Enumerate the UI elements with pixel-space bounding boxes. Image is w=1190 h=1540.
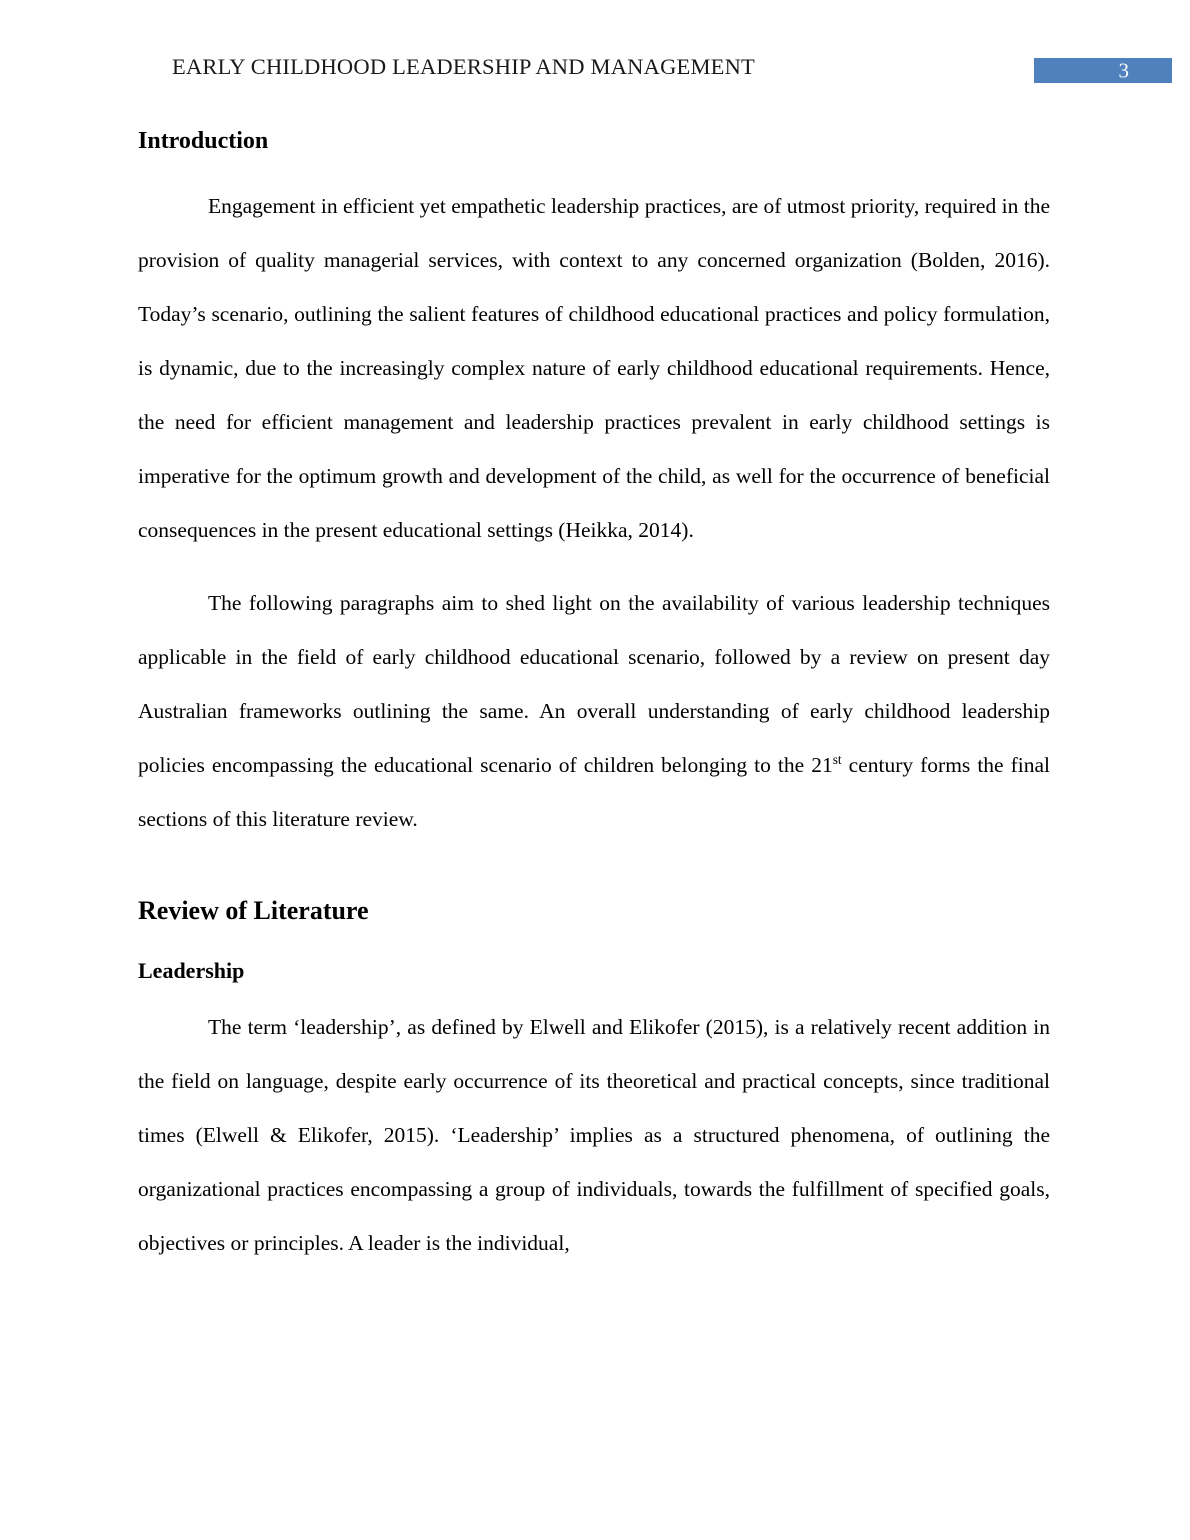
heading-review-of-literature: Review of Literature [138, 896, 369, 925]
ordinal-superscript: st [832, 751, 842, 767]
paragraph-2-text-lead: The following paragraphs aim to shed light on the availability of various leadership techniques applicable in the field of early childhood educational scenario, followed by a review on present day Australian frameworks outlining the same. An overall understanding of early childhood leadership policies encompassing the educational scenario of children belonging to the 21 [138, 591, 1050, 777]
header-title: EARLY CHILDHOOD LEADERSHIP AND MANAGEMENT [172, 54, 756, 79]
paragraph-introduction-1: Engagement in efficient yet empathetic leadership practices, are of utmost priority, required in the provision of quality managerial services, with context to any concerned organization (Bolden, 2016). Today’s scenario, outlining the salient features of childhood educational practices and policy formulation, is dynamic, due to the increasingly complex nature of early childhood educational requirements. Hence, the need for efficient management and leadership practices prevalent in early childhood settings is imperative for the optimum growth and development of the child, as well for the occurrence of beneficial consequences in the present educational settings (Heikka, 2014). [138, 194, 1050, 542]
heading-leadership: Leadership [138, 958, 245, 983]
running-header [0, 52, 1190, 92]
page-number: 3 [1118, 58, 1129, 82]
body-column [138, 125, 1050, 1270]
heading-introduction: Introduction [138, 128, 269, 154]
paragraph-introduction-2 [138, 576, 1050, 846]
paragraph-2-text-tail: century forms the final sections of this literature review. [138, 753, 1051, 831]
page-number-badge [1034, 58, 1172, 83]
paragraph-leadership-1: The term ‘leadership’, as defined by Elwell and Elikofer (2015), is a relatively recent addition in the field on language, despite early occurrence of its theoretical and practical concepts, since traditional times (Elwell & Elikofer, 2015). ‘Leadership’ implies as a structured phenomena, of outlining the organizational practices encompassing a group of individuals, towards the fulfillment of specified goals, objectives or principles. A leader is the individual, [138, 1015, 1050, 1255]
